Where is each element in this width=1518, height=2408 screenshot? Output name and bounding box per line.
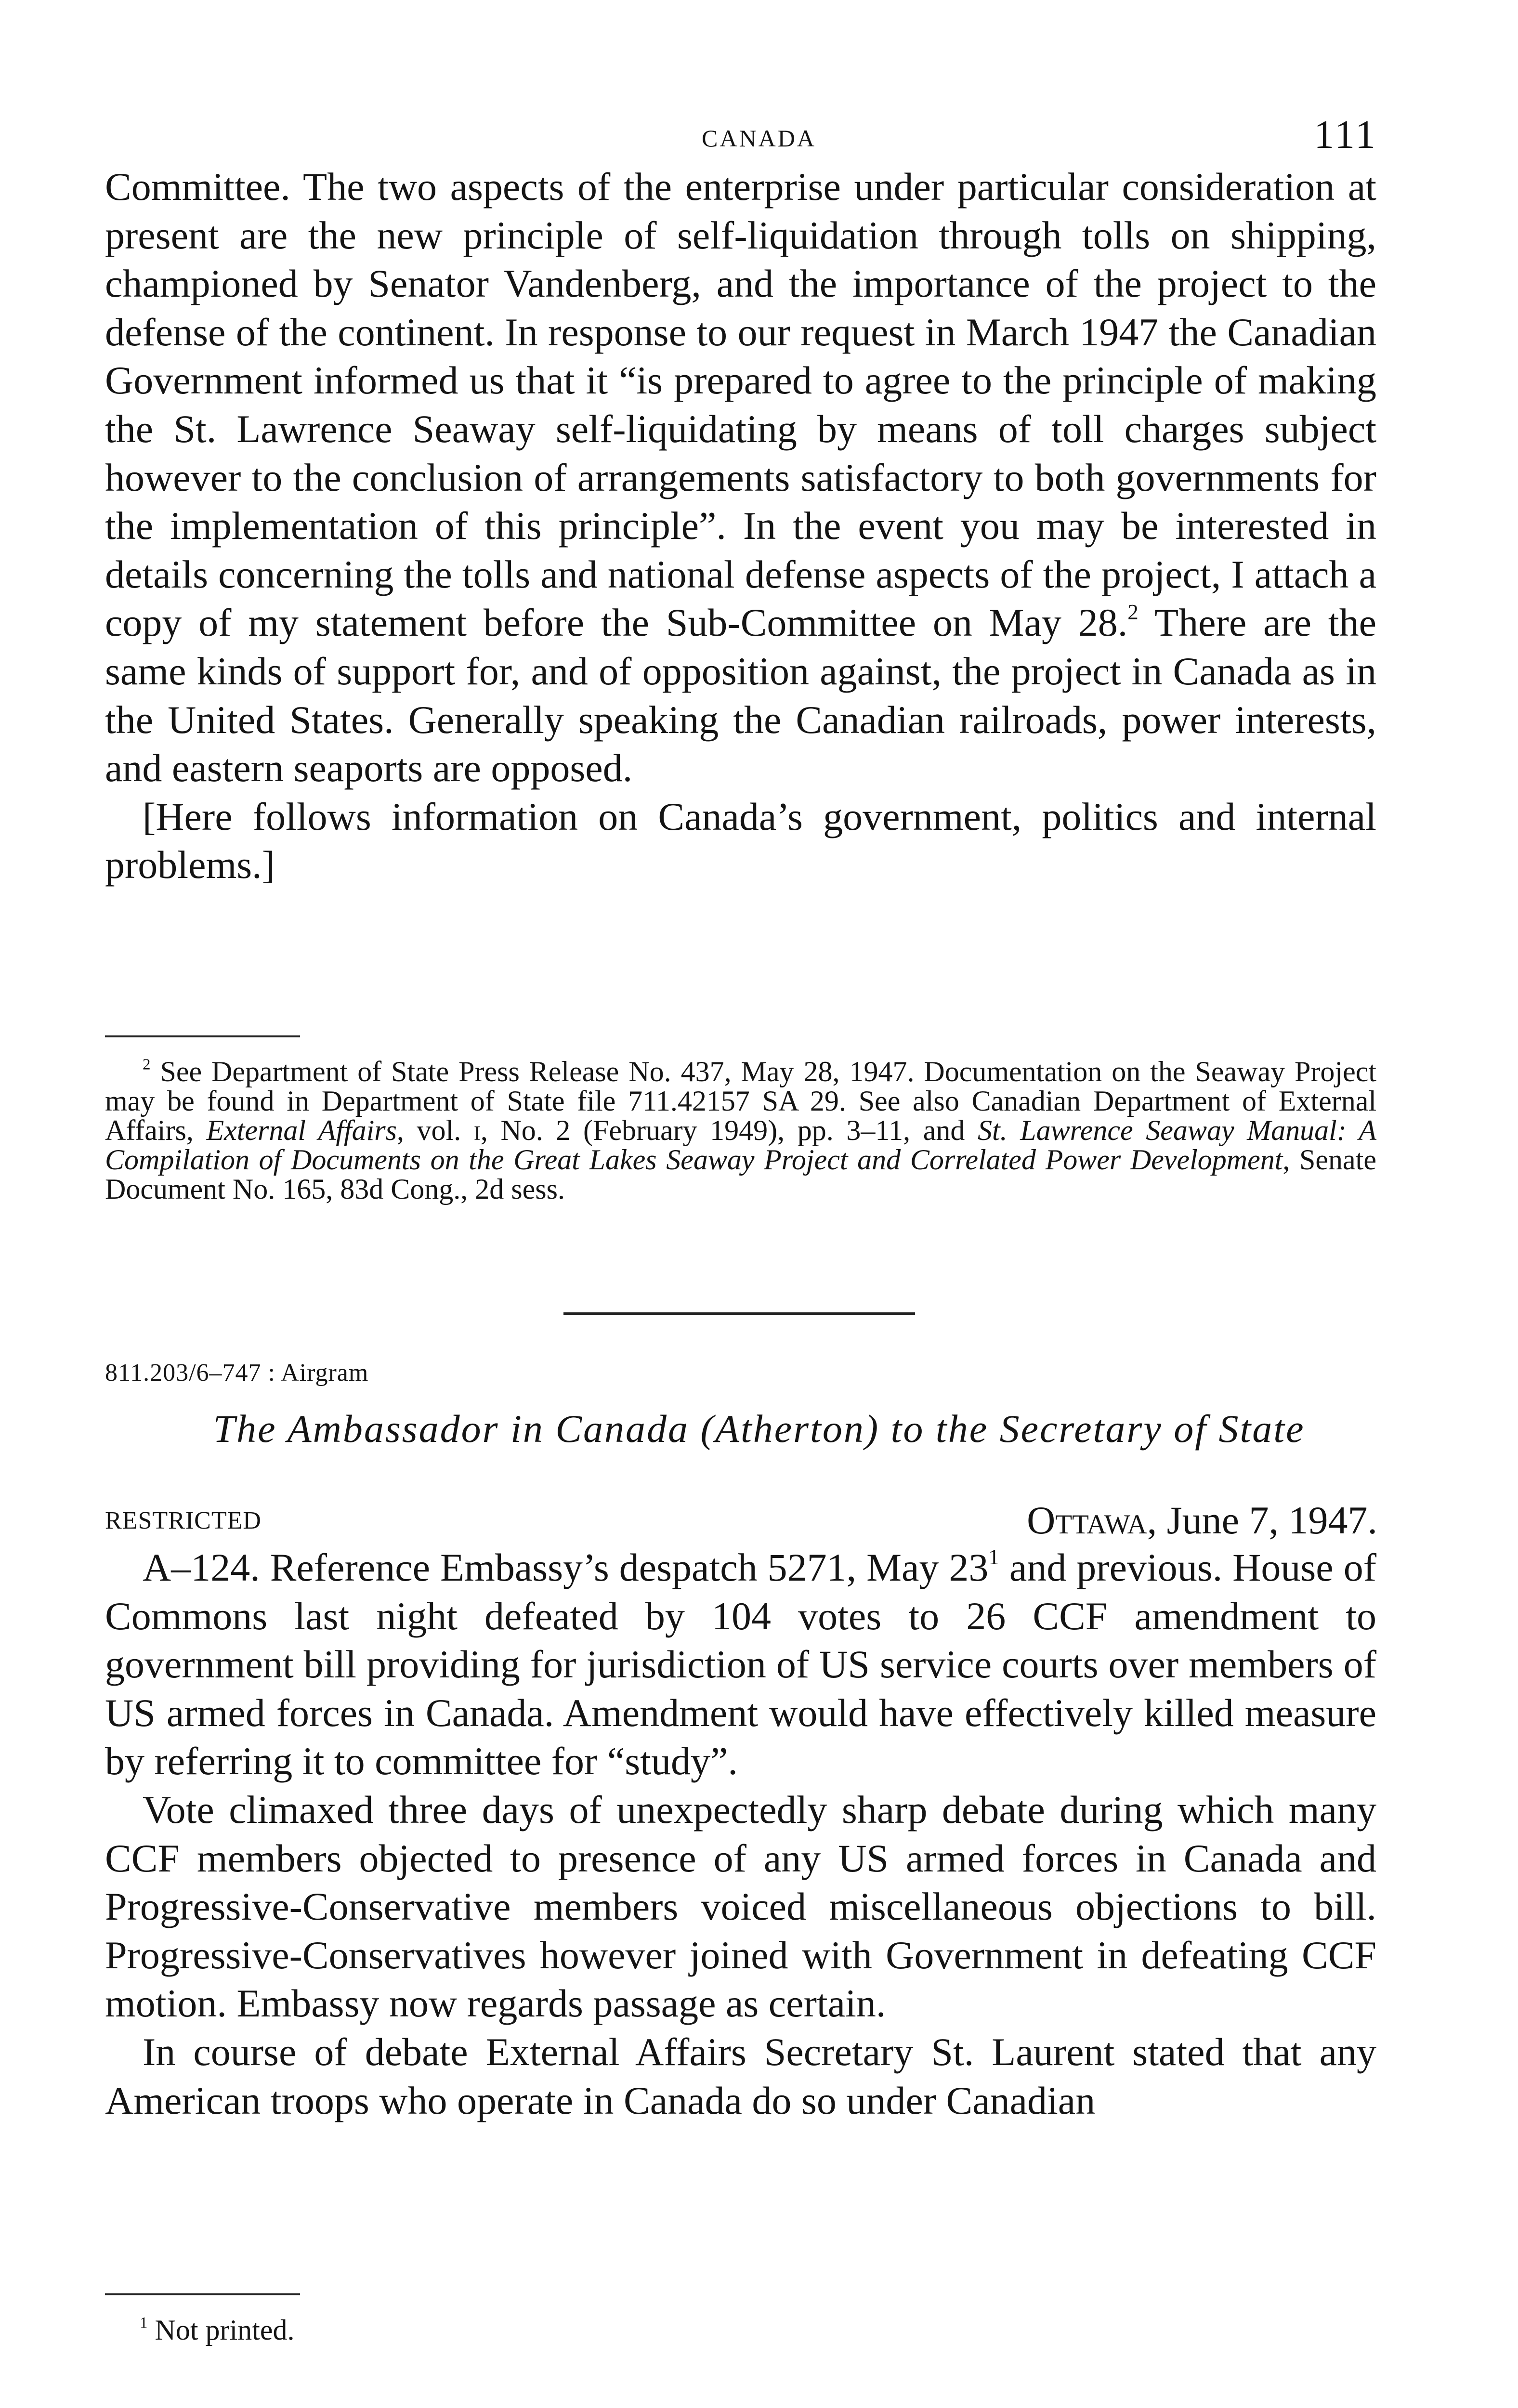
paragraph (105, 163, 1376, 793)
classification-label: RESTRICTED (105, 1507, 262, 1534)
footnote-divider (105, 1035, 300, 1037)
paragraph-text: Committee. The two aspects of the enterprise under particular consideration at present are the new principle of self-liquidation through tolls on shipping, championed by Senator Vandenberg, and the importance of the project to the defense of the continent. In response to our request in March 1947 the Canadian Government informed us that it “is prepared to agree to the principle of making the St. Lawrence Seaway self-liquidating by means of toll charges subject however to the conclusion of arrangements satisfactory to both governments for the implementation of this principle”. In the event you may be interested in details concerning the tolls and national defense aspects of the project, I attach a copy of my statement before the Sub-Committee on May 28. (105, 165, 1376, 645)
paragraph: [Here follows information on Canada’s government, politics and internal problems.] (105, 794, 1376, 887)
footnote-divider (105, 2293, 300, 2295)
footnote-marker: 1 (140, 2314, 148, 2332)
dateline-date: , June 7, 1947. (1147, 1498, 1377, 1542)
footnote-text: , No. 2 (February 1949), pp. 3–11, and (480, 1114, 978, 1146)
document-title: The Ambassador in Canada (Atherton) to the Secretary of State (213, 1407, 1305, 1451)
footnote-ref: 2 (1127, 600, 1138, 625)
footnote-text: i (473, 1114, 481, 1146)
footnote-1 (140, 2311, 294, 2349)
airgram-body-text (105, 1544, 1376, 2125)
paragraph: Vote climaxed three days of unexpectedly sharp debate during which many CCF members objected to presence of any US armed forces in Canada and Progressive-Conservative members voiced miscellaneous objections to bill. Progressive-Conservatives however joined with Government in defeating CCF motion. Embassy now regards passage as certain. (105, 1787, 1376, 2026)
footnote-2 (105, 1057, 1376, 1204)
running-title: CANADA (702, 125, 816, 152)
footnote-text: See Department of State Press Release No. 437, May 28, 1947. Documentation on the Seaway Project may be found in Department of State file 711.42157 SA 29. See also Canadian Department of External Affairs, (105, 1056, 1376, 1146)
page-number: 111 (1314, 112, 1377, 157)
paragraph-text: There are the same kinds of support for, and of opposition against, the project in Canada as in the United States. Generally speaking the Canadian railroads, power interests, and eastern seaports are opposed. (105, 601, 1376, 790)
paragraph-text: A–124. Reference Embassy’s despatch 5271, May 23 (143, 1545, 989, 1589)
paragraph: In course of debate External Affairs Secretary St. Laurent stated that any American troops who operate in Canada do so under Canadian (105, 2029, 1376, 2122)
file-reference: 811.203/6–747 : Airgram (105, 1359, 369, 1387)
paragraph (105, 1544, 1376, 1786)
top-body-text (105, 163, 1376, 890)
footnote-ref: 1 (988, 1545, 999, 1570)
footnote-text-italic: St. Lawrence Seaway Manual: A Compilation of Documents on the Great Lakes Seaway Project and Correlated Power Development (105, 1114, 1376, 1176)
paragraph-text: and previous. House of Commons last night defeated by 104 votes to 26 CCF amendment to government bill providing for jurisdiction of US service courts over members of US armed forces in Canada. Amendment would have effectively killed measure by referring it to committee for “study”. (105, 1545, 1376, 1783)
section-divider (563, 1312, 915, 1315)
footnote-text: , Senate Document No. 165, 83d Cong., 2d sess. (105, 1144, 1376, 1205)
footnote-marker: 2 (143, 1056, 151, 1073)
dateline (1027, 1496, 1377, 1544)
footnote-text: Not printed. (147, 2314, 295, 2346)
footnote-text: , vol. (396, 1114, 474, 1146)
dateline-place: Ottawa (1027, 1498, 1147, 1542)
footnote-text-italic: External Affairs (206, 1114, 397, 1146)
